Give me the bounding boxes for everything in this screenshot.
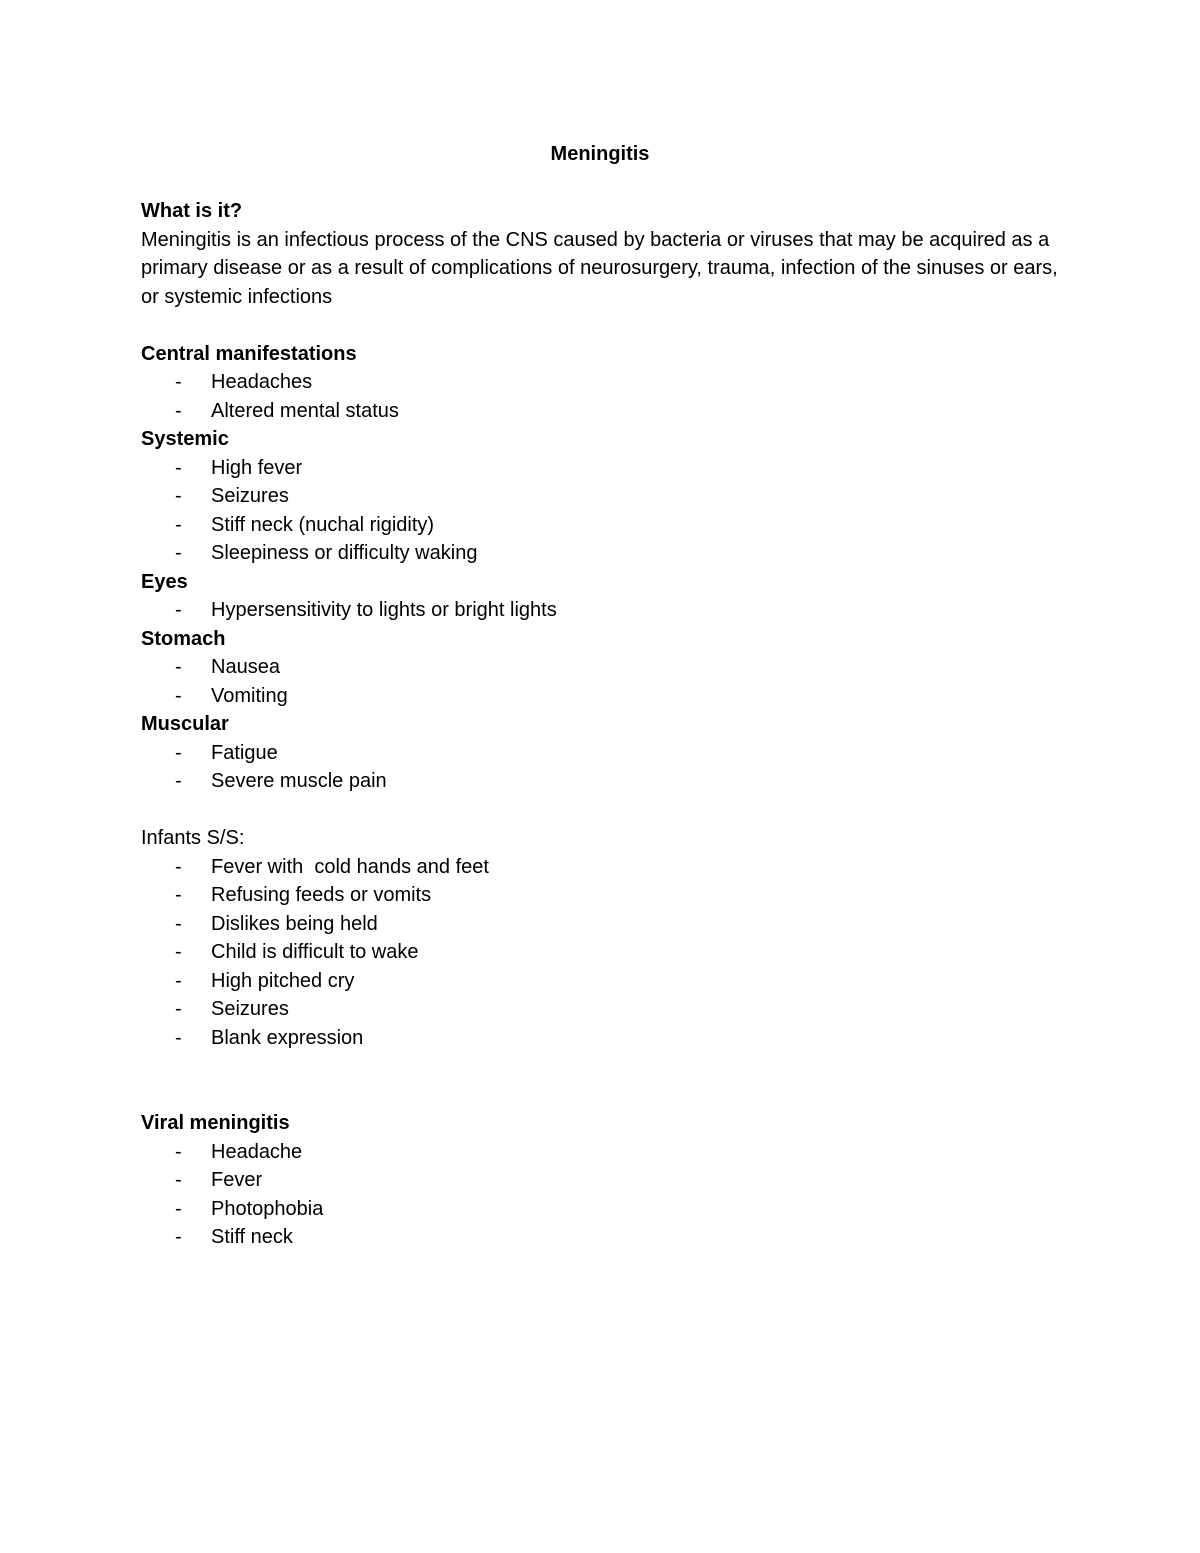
list-item-text: Refusing feeds or vomits xyxy=(211,884,432,906)
bullet-dash: - xyxy=(175,912,182,935)
muscular-list xyxy=(141,739,1061,796)
bullet-dash: - xyxy=(175,599,182,621)
stomach-list xyxy=(141,653,1061,710)
list-item-text: Headache xyxy=(211,1140,303,1163)
list-item-text: Seizures xyxy=(211,998,289,1020)
definition-paragraph: Meningitis is an infectious process of the CNS caused by bacteria or viruses that may be acquired as a primary disease or as a result of complications of neurosurgery, trauma, infection of the sinuses or ears, or systemic infections xyxy=(141,228,1058,308)
list-item xyxy=(141,454,1061,483)
document-body xyxy=(141,197,1061,1252)
list-item xyxy=(141,1138,1061,1167)
list-item xyxy=(141,1223,1061,1252)
list-item xyxy=(141,1195,1061,1224)
bullet-dash: - xyxy=(175,741,182,764)
bullet-dash: - xyxy=(175,684,182,707)
list-item-text: High pitched cry xyxy=(211,969,355,992)
systemic-list xyxy=(141,454,1061,568)
document-title: Meningitis xyxy=(550,143,650,165)
viral-list xyxy=(141,1138,1061,1252)
section-heading-stomach: Stomach xyxy=(141,627,226,650)
spacer xyxy=(141,311,1061,340)
list-item-text: Child is difficult to wake xyxy=(211,941,419,963)
list-item-text: Vomiting xyxy=(211,684,288,707)
bullet-dash: - xyxy=(175,884,182,906)
list-item xyxy=(141,767,1061,796)
list-item-text: Fever with cold hands and feet xyxy=(211,855,489,878)
list-item-text: Headaches xyxy=(211,371,313,393)
bullet-dash: - xyxy=(175,969,182,992)
list-item-text: Seizures xyxy=(211,485,289,507)
section-heading-systemic: Systemic xyxy=(141,428,229,450)
list-item-text: Dislikes being held xyxy=(211,912,378,935)
list-item-text: Hypersensitivity to lights or bright lights xyxy=(211,599,557,621)
list-item xyxy=(141,853,1061,882)
bullet-dash: - xyxy=(175,513,182,536)
spacer xyxy=(141,796,1061,825)
section-heading-infants: Infants S/S: xyxy=(141,827,245,849)
list-item-text: Altered mental status xyxy=(211,399,399,422)
list-item xyxy=(141,397,1061,426)
list-item xyxy=(141,739,1061,768)
bullet-dash: - xyxy=(175,399,182,422)
bullet-dash: - xyxy=(175,485,182,507)
bullet-dash: - xyxy=(175,1140,182,1163)
section-heading-central: Central manifestations xyxy=(141,342,357,365)
list-item xyxy=(141,881,1061,910)
bullet-dash: - xyxy=(175,1197,182,1220)
list-item-text: Stiff neck xyxy=(211,1226,293,1248)
bullet-dash: - xyxy=(175,855,182,878)
list-item xyxy=(141,995,1061,1024)
bullet-dash: - xyxy=(175,1226,182,1248)
bullet-dash: - xyxy=(175,542,182,564)
list-item xyxy=(141,1166,1061,1195)
eyes-list xyxy=(141,596,1061,625)
bullet-dash: - xyxy=(175,1169,182,1191)
central-list xyxy=(141,368,1061,425)
list-item xyxy=(141,967,1061,996)
section-heading-what-is-it: What is it? xyxy=(141,200,243,222)
list-item-text: Fatigue xyxy=(211,741,278,764)
bullet-dash: - xyxy=(175,1026,182,1049)
list-item-text: Severe muscle pain xyxy=(211,770,387,792)
list-item-text: Nausea xyxy=(211,656,280,678)
bullet-dash: - xyxy=(175,770,182,792)
list-item-text: Fever xyxy=(211,1169,263,1191)
list-item-text: Stiff neck (nuchal rigidity) xyxy=(211,513,435,536)
bullet-dash: - xyxy=(175,371,182,393)
section-heading-muscular: Muscular xyxy=(141,713,229,735)
spacer xyxy=(141,1052,1061,1109)
list-item xyxy=(141,368,1061,397)
bullet-dash: - xyxy=(175,456,182,479)
list-item xyxy=(141,653,1061,682)
list-item xyxy=(141,511,1061,540)
bullet-dash: - xyxy=(175,998,182,1020)
list-item-text: Sleepiness or difficulty waking xyxy=(211,542,478,564)
section-heading-viral: Viral meningitis xyxy=(141,1112,290,1134)
section-heading-eyes: Eyes xyxy=(141,570,188,593)
list-item-text: High fever xyxy=(211,456,303,479)
list-item xyxy=(141,539,1061,568)
bullet-dash: - xyxy=(175,941,182,963)
list-item-text: Blank expression xyxy=(211,1026,364,1049)
bullet-dash: - xyxy=(175,656,182,678)
list-item xyxy=(141,482,1061,511)
list-item xyxy=(141,910,1061,939)
list-item xyxy=(141,596,1061,625)
list-item xyxy=(141,938,1061,967)
infants-list xyxy=(141,853,1061,1053)
list-item xyxy=(141,682,1061,711)
list-item xyxy=(141,1024,1061,1053)
list-item-text: Photophobia xyxy=(211,1197,324,1220)
